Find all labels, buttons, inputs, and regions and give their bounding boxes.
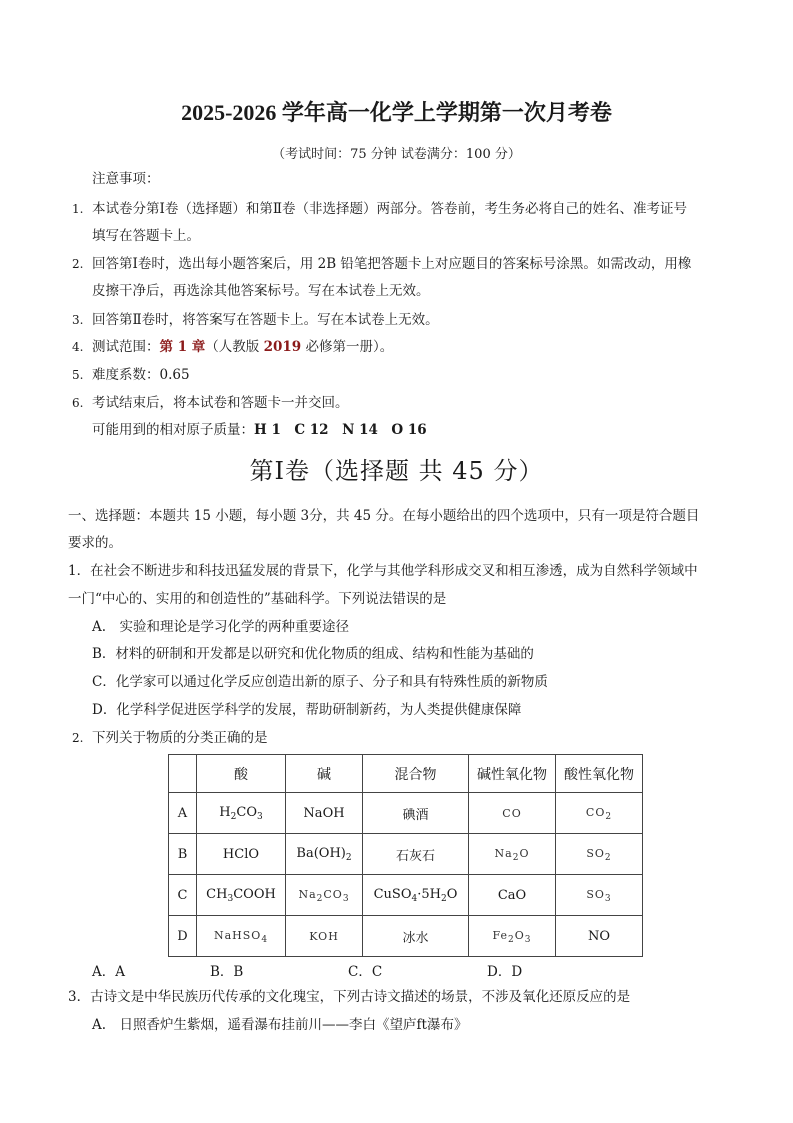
chem-formula: NaHSO$_4$ — [213, 928, 269, 945]
table-cell: CaO — [469, 875, 556, 916]
q1-option-d: D．化学科学促进医学科学的发展，帮助研制新药，为人类提供健康保障 — [92, 702, 522, 718]
note-2-line-2: 皮擦干净后，再选涂其他答案标号。写在本试卷上无效。 — [92, 283, 430, 299]
note-4-chapter: 第 1 章 — [159, 339, 206, 355]
table-header-cell: 碱性氧化物 — [469, 755, 556, 793]
table-cell — [469, 793, 556, 834]
table-cell: B — [169, 834, 197, 875]
chem-formula: NaOH — [303, 805, 345, 821]
table-cell — [197, 916, 286, 957]
note-6-line-1: 考试结束后，将本试卷和答题卡一并交回。 — [92, 395, 349, 411]
table-cell — [556, 834, 643, 875]
note-number: 4. — [72, 340, 84, 354]
table-cell — [556, 793, 643, 834]
section-1-instruction-line-1: 一、选择题：本题共 15 小题，每小题 3分，共 45 分。在每小题给出的四个选项中，只有一项是符合题目 — [68, 508, 700, 524]
section-1-instruction-line-2: 要求的。 — [68, 535, 122, 551]
note-4-line — [92, 338, 393, 356]
note-4-mid: （人教版 — [205, 339, 264, 355]
table-cell — [469, 834, 556, 875]
table-header-row — [169, 755, 643, 793]
chem-formula: $CH_3COOH$ — [206, 886, 276, 904]
table-row — [169, 916, 643, 957]
exam-subtitle: （考试时间：75 分钟 试卷满分：100 分） — [272, 147, 521, 162]
q2-stem: 下列关于物质的分类正确的是 — [92, 730, 268, 746]
table-cell: C — [169, 875, 197, 916]
chem-formula: $Na_2CO_3$ — [298, 887, 350, 904]
table-header-cell: 酸性氧化物 — [556, 755, 643, 793]
q2-option-d: D．D — [487, 964, 523, 980]
note-number: 2. — [72, 257, 84, 271]
table-header-cell — [169, 755, 197, 793]
table-header-cell: 混合物 — [363, 755, 469, 793]
chem-formula: $Ba(OH)_2$ — [296, 845, 352, 863]
q2-option-a: A．A — [92, 964, 125, 980]
table-cell: A — [169, 793, 197, 834]
q2-option-c: C．C — [348, 964, 383, 980]
table-cell: NO — [556, 916, 643, 957]
q1-option-b: B．材料的研制和开发都是以研究和优化物质的组成、结构和性能为基础的 — [92, 646, 534, 662]
table-cell — [286, 916, 363, 957]
table-header-cell: 酸 — [197, 755, 286, 793]
chem-formula: $SO_2$ — [586, 846, 612, 863]
table-cell — [363, 875, 469, 916]
chem-formula: HClO — [222, 846, 260, 862]
note-5-line-1: 难度系数：0.65 — [92, 367, 190, 383]
chem-formula: $Fe_2O_3$ — [492, 928, 532, 945]
table-cell: 石灰石 — [363, 834, 469, 875]
chem-formula: KOH — [309, 929, 339, 943]
atomic-mass-values: H 1 C 12 N 14 O 16 — [254, 422, 427, 438]
table-cell — [197, 834, 286, 875]
q1-stem-line-2: 一门“中心的、实用的和创造性的”基础科学。下列说法错误的是 — [68, 591, 447, 607]
note-1-line-2: 填写在答题卡上。 — [92, 228, 200, 244]
table-header-cell: 碱 — [286, 755, 363, 793]
table-cell: 碘酒 — [363, 793, 469, 834]
note-number: 3. — [72, 313, 84, 327]
note-number: 1. — [72, 202, 84, 216]
q2-option-b: B．B — [210, 964, 244, 980]
exam-title: 2025-2026 学年高一化学上学期第一次月考卷 — [181, 100, 612, 125]
note-3-line-1: 回答第Ⅱ卷时，将答案写在答题卡上。写在本试卷上无效。 — [92, 312, 439, 328]
q1-stem-line-1: 1．在社会不断进步和科技迅猛发展的背景下，化学与其他学科形成交叉和相互渗透，成为自然科学领域中 — [68, 563, 698, 579]
note-4-pre: 测试范围： — [92, 339, 160, 355]
table-cell — [286, 875, 363, 916]
table-row — [169, 834, 643, 875]
note-4-year: 2019 — [263, 339, 302, 355]
q2-number: 2. — [72, 731, 84, 745]
q3-option-a: A. 日照香炉生紫烟，遥看瀑布挂前川——李白《望庐ft瀑布》 — [92, 1017, 468, 1033]
notes-heading: 注意事项： — [92, 171, 160, 187]
q1-option-c: C．化学家可以通过化学反应创造出新的原子、分子和具有特殊性质的新物质 — [92, 674, 548, 690]
section-1-title: 第Ⅰ卷（选择题 共 45 分） — [249, 457, 544, 485]
q3-stem: 3．古诗文是中华民族历代传承的文化瑰宝，下列古诗文描述的场景，不涉及氧化还原反应的是 — [68, 989, 631, 1005]
table-cell — [286, 793, 363, 834]
table-cell: D — [169, 916, 197, 957]
atomic-mass-line — [92, 421, 427, 439]
classification-table — [168, 754, 643, 957]
chem-formula: CO — [502, 806, 522, 820]
table-row — [169, 793, 643, 834]
table-row — [169, 875, 643, 916]
chem-formula: $CO_2$ — [585, 805, 613, 822]
chem-formula: $Na_2O$ — [494, 846, 530, 863]
q1-option-a: A. 实验和理论是学习化学的两种重要途径 — [92, 619, 350, 635]
table-cell — [197, 793, 286, 834]
table-cell — [556, 875, 643, 916]
note-number: 6. — [72, 396, 84, 410]
atomic-mass-label: 可能用到的相对原子质量： — [92, 422, 254, 438]
note-4-post: 必修第一册）。 — [301, 339, 394, 355]
note-number: 5. — [72, 368, 84, 382]
table-cell — [197, 875, 286, 916]
chem-formula: $SO_3$ — [586, 887, 612, 904]
table-cell — [286, 834, 363, 875]
chem-formula: $H_2CO_3$ — [219, 804, 263, 822]
chem-formula: $CuSO_4\cdot 5H_2O$ — [373, 886, 458, 904]
note-2-line-1: 回答第Ⅰ卷时，选出每小题答案后，用 2B 铅笔把答题卡上对应题目的答案标号涂黑。如需改动，用橡 — [92, 256, 692, 272]
table-cell: 冰水 — [363, 916, 469, 957]
table-cell — [469, 916, 556, 957]
note-1-line-1: 本试卷分第Ⅰ卷（选择题）和第Ⅱ卷（非选择题）两部分。答卷前，考生务必将自己的姓名、准考证号 — [92, 201, 688, 217]
